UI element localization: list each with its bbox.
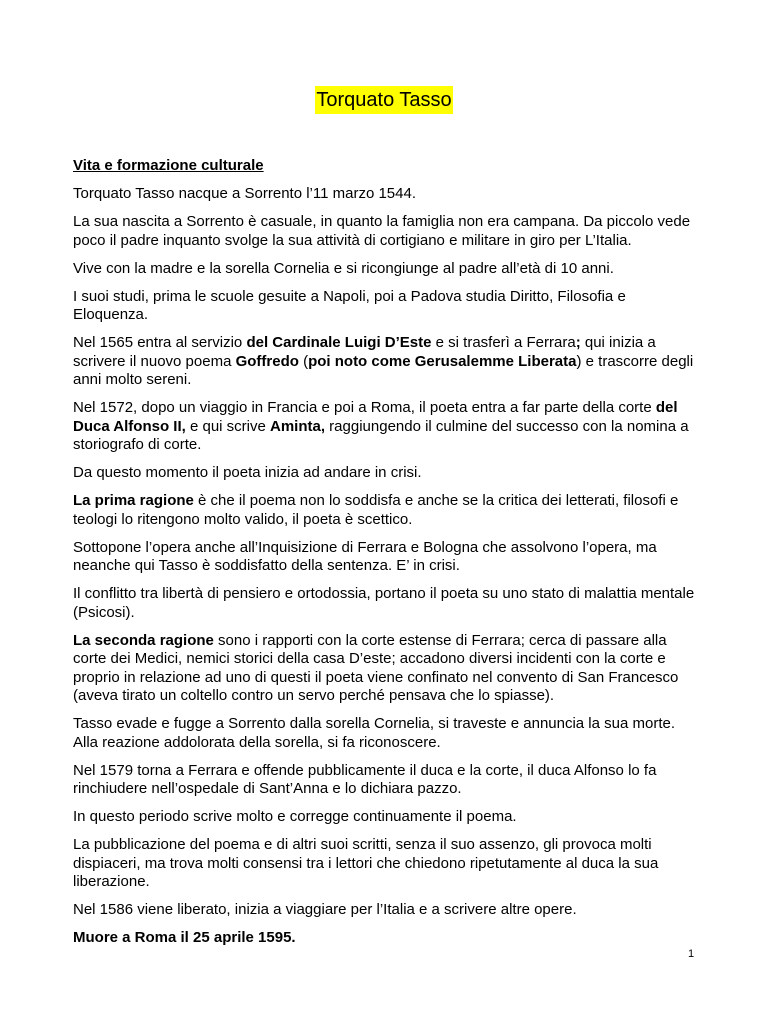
bold-text: La seconda ragione: [73, 631, 214, 649]
bold-text: Muore a Roma il 25 aprile 1595.: [73, 929, 296, 946]
page-title: Torquato Tasso: [315, 86, 452, 114]
text-run: La pubblicazione del poema e di altri suoi scritti, senza il suo assenzo, gli provoca molti dispiaceri, ma trova molti consensi tra i lettori che chiedono ripetutamente al duca la sua liberazione.: [73, 836, 659, 890]
text-run: raggiungendo il culmine del successo con la nomina a storiografo di corte.: [73, 417, 689, 453]
page-number: 1: [687, 948, 695, 960]
paragraph: [73, 929, 695, 948]
paragraph: [73, 901, 695, 920]
text-run: Tasso evade e fugge a Sorrento dalla sorella Cornelia, si traveste e annuncia la sua morte. Alla reazione addolorata della sorella, si fa riconoscere.: [73, 715, 676, 751]
bold-text: poi noto come Gerusalemme Liberata: [308, 352, 577, 370]
text-run: ) e trascorre degli anni molto sereni.: [73, 352, 694, 388]
paragraph: [73, 288, 695, 325]
bold-text: Goffredo: [235, 352, 299, 370]
text-run: Torquato Tasso nacque a Sorrento l’11 marzo 1544.: [73, 185, 416, 202]
title-container: [0, 86, 768, 114]
text-run: I suoi studi, prima le scuole gesuite a Napoli, poi a Padova studia Diritto, Filosofia e Eloquenza.: [73, 287, 626, 323]
text-run: Vive con la madre e la sorella Cornelia e si ricongiunge al padre all’età di 10 anni.: [73, 259, 614, 277]
paragraph: [73, 213, 695, 250]
text-run: è che il poema non lo soddisfa e anche se la critica dei letterati, filosofi e teologi lo ritengono molto valido, il poeta è scettico.: [73, 492, 679, 528]
text-run: (: [298, 352, 309, 370]
text-run: sono i rapporti con la corte estense di Ferrara; cerca di passare alla corte dei Medici, nemici storici della casa D’este; accadono diversi incidenti con la corte e proprio in relazione ad uno di questi il poeta viene confinato nel convento di San Francesco (aveva tirato un coltello contro un servo perché pensava che lo spiasse).: [73, 631, 679, 704]
bold-text: del Duca Alfonso II,: [73, 399, 678, 435]
paragraph: [73, 632, 695, 706]
paragraph: [73, 539, 695, 576]
paragraph: [73, 492, 695, 529]
paragraph: [73, 585, 695, 622]
bold-text: La prima ragione: [73, 492, 194, 509]
text-run: Nel 1572, dopo un viaggio in Francia e poi a Roma, il poeta entra a far parte della corte: [73, 399, 656, 416]
paragraph: [73, 399, 695, 455]
text-run: Sottopone l’opera anche all’Inquisizione di Ferrara e Bologna che assolvono l’opera, ma neanche qui Tasso è soddisfatto della sentenza. E’ in crisi.: [73, 538, 657, 574]
text-run: Nel 1579 torna a Ferrara e offende pubblicamente il duca e la corte, il duca Alfonso lo fa rinchiudere nell’ospedale di Sant’Anna e lo dichiara pazzo.: [73, 761, 657, 797]
text-run: Da questo momento il poeta inizia ad andare in crisi.: [73, 464, 422, 481]
text-run: Il conflitto tra libertà di pensiero e ortodossia, portano il poeta su uno stato di malattia mentale (Psicosi).: [73, 585, 695, 621]
paragraph: [73, 836, 695, 892]
paragraph: [73, 185, 695, 204]
paragraph: [73, 260, 695, 279]
document-body: [73, 157, 695, 957]
paragraph: [73, 334, 695, 390]
paragraph: [73, 808, 695, 827]
text-run: e qui scrive: [185, 417, 270, 435]
text-run: Nel 1586 viene liberato, inizia a viaggiare per l’Italia e a scrivere altre opere.: [73, 901, 577, 918]
text-run: qui inizia a scrivere il nuovo poema: [73, 334, 656, 370]
text-run: In questo periodo scrive molto e corregge continuamente il poema.: [73, 808, 517, 825]
section-heading: Vita e formazione culturale: [73, 157, 264, 174]
bold-text: Aminta,: [270, 417, 326, 435]
paragraph: [73, 464, 695, 483]
text-run: e si trasferì a Ferrara: [431, 334, 576, 351]
bold-text: del Cardinale Luigi D’Este: [246, 334, 432, 351]
text-run: La sua nascita a Sorrento è casuale, in quanto la famiglia non era campana. Da piccolo vede poco il padre inquanto svolge la sua attività di cortigiano e militare in giro per L’Italia.: [73, 213, 691, 249]
paragraph: [73, 715, 695, 752]
bold-text: ;: [575, 334, 581, 351]
paragraph: [73, 762, 695, 799]
text-run: Nel 1565 entra al servizio: [73, 334, 247, 351]
